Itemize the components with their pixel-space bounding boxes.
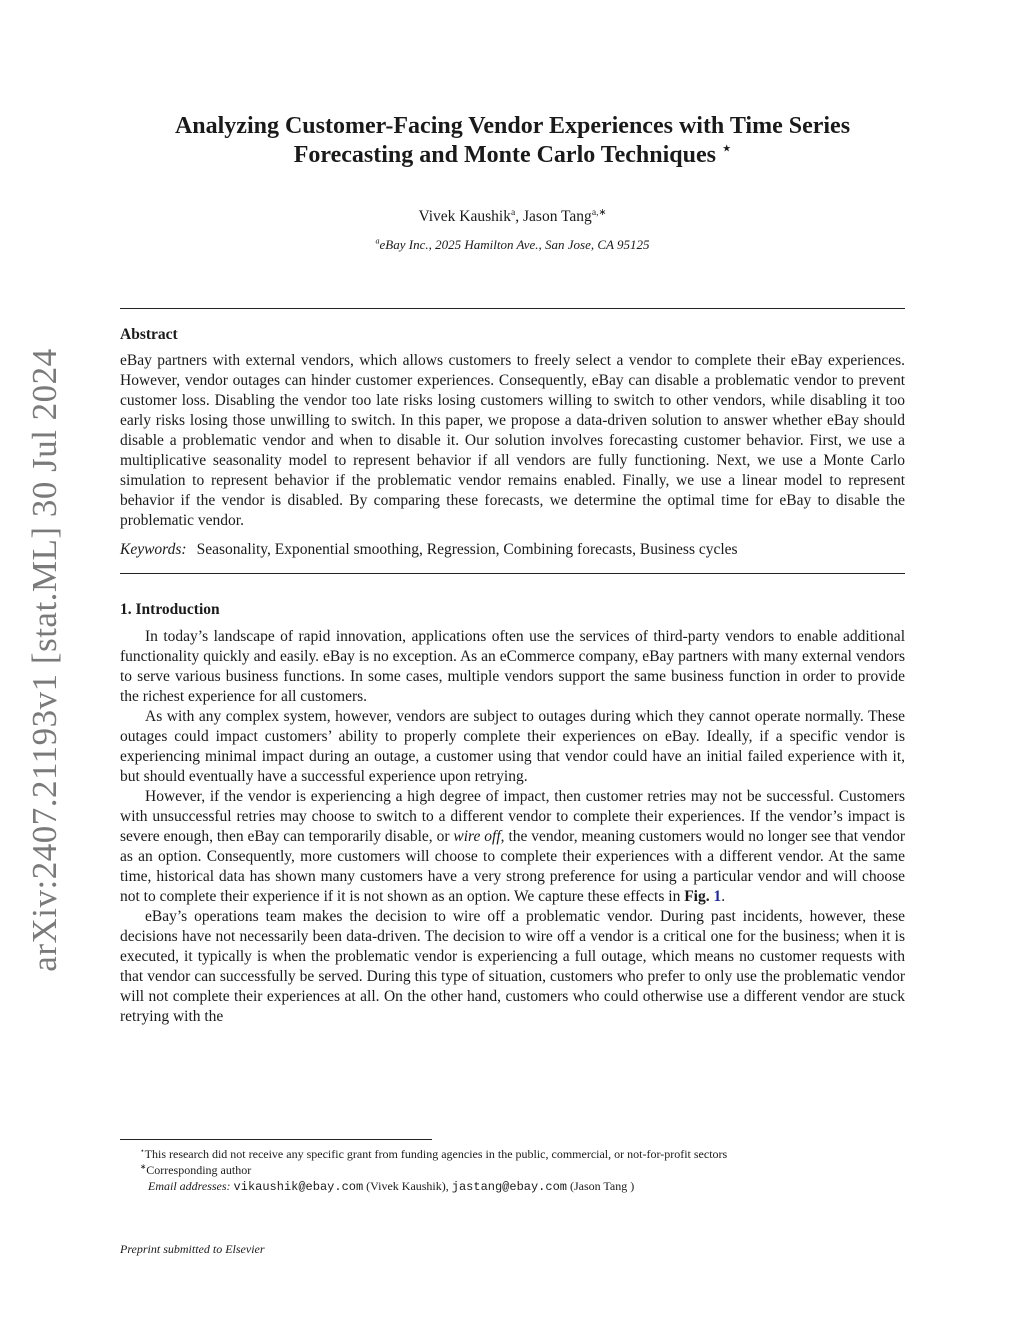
abstract-heading: Abstract: [120, 326, 178, 343]
introduction-body: [120, 627, 905, 1027]
footnote-corresponding-text: Corresponding author: [146, 1163, 252, 1177]
paragraph-3: [120, 787, 905, 907]
figure-reference[interactable]: [684, 888, 721, 905]
wire-off-term: wire off: [453, 828, 501, 845]
paragraph-3-part-b: , the vendor, meaning customers would no longer see that vendor as an option. Consequently, more customers will choose to complete their experiences with a different vendor. At the same time, historical data has shown many customers have a very strong preference for using a particular vendor and will choose not to complete their experience if it is not shown as an option. We capture these effects in: [120, 828, 905, 905]
preprint-notice: Preprint submitted to Elsevier: [120, 1242, 265, 1256]
author-2-affil: a,∗: [591, 206, 607, 218]
email-link-1[interactable]: vikaushik@ebay.com: [233, 1180, 364, 1194]
email-label: Email addresses:: [148, 1179, 231, 1193]
email-name-1: (Vivek Kaushik),: [363, 1179, 452, 1193]
author-list: [120, 208, 905, 226]
author-2: Jason Tang: [523, 208, 592, 225]
keywords-text: Seasonality, Exponential smoothing, Regression, Combining forecasts, Business cycles: [196, 541, 738, 558]
abstract-top-rule: [120, 308, 905, 309]
footnote-funding-mark: ⋆: [140, 1146, 145, 1155]
abstract-text: eBay partners with external vendors, which allows customers to freely select a vendor to complete their eBay experiences. However, vendor outages can hinder customer experiences. Consequently, eBay can disable a problematic vendor to prevent customer loss. Disabling the vendor too late risks losing customers willing to switch to other vendors, while disabling it too early risks losing those unwilling to switch. In this paper, we propose a data-driven solution to answer whether eBay should disable a problematic vendor and when to disable it. Our solution involves forecasting customer behavior. First, we use a multiplicative seasonality model to represent behavior if all vendors are fully functioning. Next, we use a Monte Carlo simulation to represent behavior if the problematic vendor remains enabled. Finally, we use a linear model to represent behavior if the vendor is disabled. By comparing these forecasts, we determine the optimal time for eBay to disable the problematic vendor.: [120, 352, 905, 529]
title-line-2-text: Forecasting and Monte Carlo Techniques: [293, 142, 716, 168]
arxiv-side-identifier: [20, 348, 70, 972]
affiliation: [120, 237, 905, 253]
section-heading-introduction: 1. Introduction: [120, 601, 220, 618]
keywords-line: [120, 541, 905, 559]
paper-page: [120, 112, 905, 1027]
author-separator: ,: [515, 208, 523, 225]
paragraph-3-part-a: However, if the vendor is experiencing a high degree of impact, then customer retries may not be successful. Customers with unsuccessful retries may choose to switch to a different vendor to complete their experiences. If the vendor’s impact is severe enough, then eBay can temporarily disable, or: [120, 788, 905, 845]
author-1: Vivek Kaushik: [418, 208, 511, 225]
author-1-affil: a: [510, 206, 516, 218]
title-footnote-mark: ⋆: [721, 141, 732, 157]
affiliation-mark: a: [375, 236, 380, 246]
paragraph-3-end: .: [721, 888, 726, 905]
email-name-2: (Jason Tang ): [566, 1179, 635, 1193]
affiliation-text: eBay Inc., 2025 Hamilton Ave., San Jose, CA 95125: [379, 237, 650, 252]
paragraph-4: eBay’s operations team makes the decision to wire off a problematic vendor. During past incidents, however, these decisions have not necessarily been data-driven. The decision to wire off a vendor is a critical one for the business; when it is executed, it typically is when the problematic vendor is experiencing a full outage, which means no customer requests with that vendor can successfully be served. During this type of situation, customers who prefer to only use the problematic vendor will not complete their experiences at all. On the other hand, customers who could otherwise use a different vendor are stuck retrying with the: [120, 908, 905, 1025]
footnote-funding: [120, 1146, 905, 1162]
figure-reference-label: Fig.: [684, 888, 710, 905]
paper-title: [120, 112, 905, 170]
footnote-corresponding-mark: ∗: [140, 1162, 147, 1171]
footnote-corresponding: [120, 1162, 905, 1178]
keywords-label: Keywords:: [120, 541, 187, 558]
figure-reference-number[interactable]: 1: [713, 888, 722, 905]
title-line-2: [120, 141, 905, 170]
paragraph-1: In today’s landscape of rapid innovation, applications often use the services of third-party vendors to enable additional functionality quickly and easily. eBay is no exception. As an eCommerce company, eBay partners with many external vendors to serve various business functions. In some cases, multiple vendors support the same business function in order to provide the richest experience for all customers.: [120, 628, 905, 705]
title-line-1: Analyzing Customer-Facing Vendor Experiences with Time Series: [174, 113, 851, 139]
footnote-funding-text: This research did not receive any specific grant from funding agencies in the public, commercial, or not-for-profit sectors: [144, 1147, 728, 1161]
footnote-rule: [120, 1139, 432, 1140]
abstract-bottom-rule: [120, 573, 905, 574]
footnote-emails: [120, 1178, 905, 1195]
email-link-2[interactable]: jastang@ebay.com: [451, 1180, 567, 1194]
paragraph-2: As with any complex system, however, vendors are subject to outages during which they cannot operate normally. These outages could impact customers’ ability to properly complete their experiences on eBay. Ideally, if a specific vendor is experiencing minimal impact during an outage, a customer using that vendor could have an initial failed experience with it, but should eventually have a successful experience upon retrying.: [120, 708, 905, 785]
arxiv-id-text: arXiv:2407.21193v1 [stat.ML] 30 Jul 2024: [25, 348, 64, 972]
footnotes: [120, 1139, 905, 1195]
